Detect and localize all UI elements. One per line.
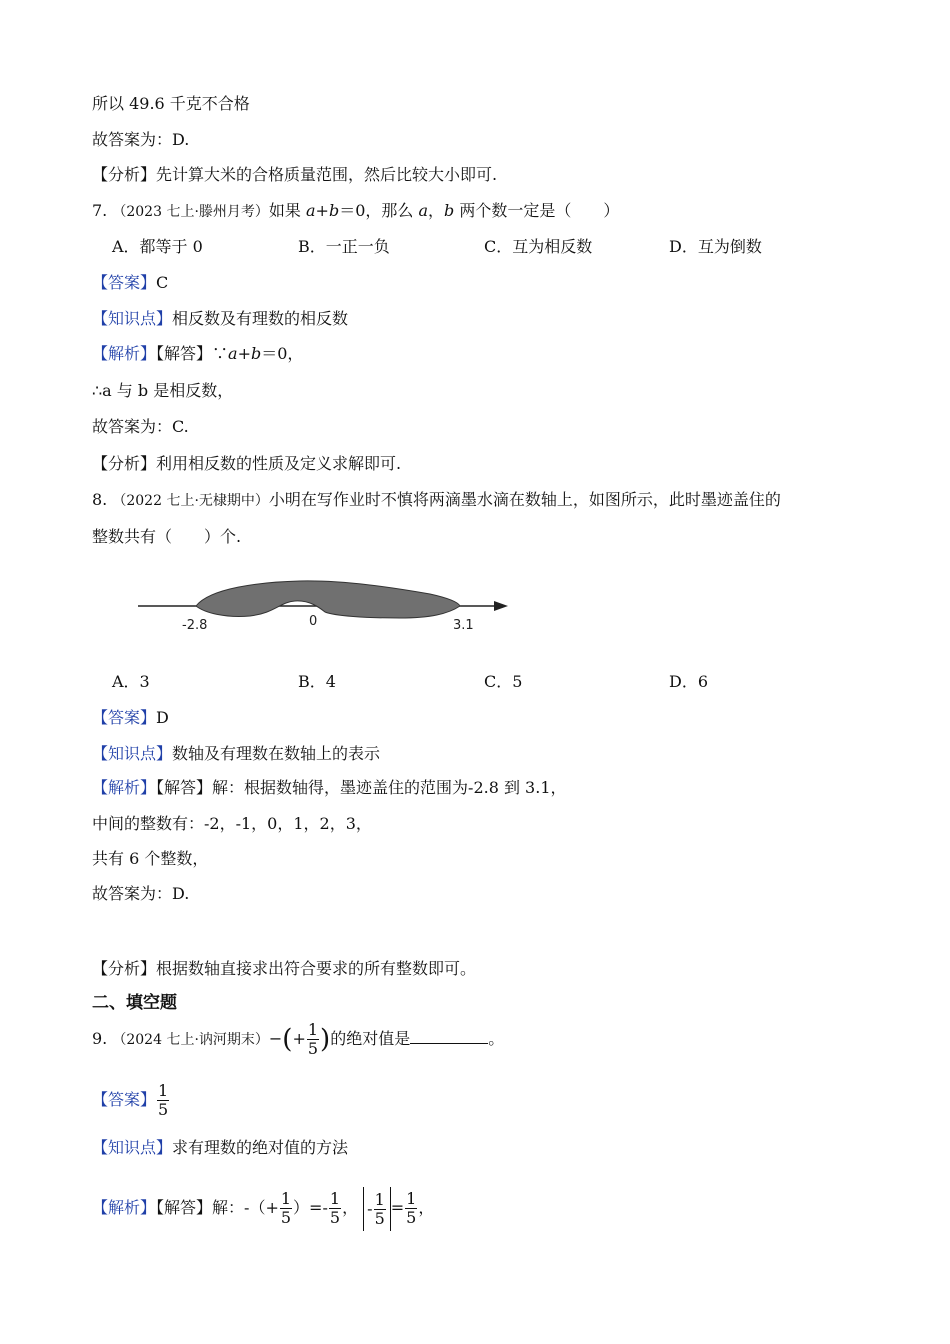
- jx-tag: 【解析】: [92, 778, 157, 797]
- q7-option-b: B．一正一负: [298, 237, 390, 256]
- q9-stem-end: 。: [488, 1029, 505, 1048]
- q9-sol-num-3: 1: [374, 1189, 385, 1209]
- q7-sol-var-b: b: [251, 344, 262, 363]
- q9-paren-close: ): [320, 1024, 331, 1055]
- prev-line-2: 故答案为：D.: [92, 130, 190, 149]
- number-line-figure: [130, 570, 520, 642]
- q9-sol-den-3: 5: [374, 1208, 385, 1228]
- q9-sol-c: ，: [342, 1198, 359, 1217]
- analysis-tag: 【分析】: [92, 959, 157, 978]
- q8-answer-value: D: [156, 708, 169, 727]
- q8-solution-2: 中间的整数有：-2，-1，0，1，2，3，: [92, 814, 372, 833]
- q7-kp-text: 相反数及有理数的相反数: [172, 309, 349, 328]
- q7-analysis-text: 利用相反数的性质及定义求解即可.: [156, 454, 402, 473]
- q9-abs-value: [363, 1187, 391, 1231]
- prev-line-1: 所以 49.6 千克不合格: [92, 94, 250, 113]
- q7-answer: [92, 272, 168, 294]
- q9-answer-fraction: [157, 1082, 169, 1119]
- q9-answer-num: 1: [158, 1081, 169, 1100]
- q9-sol-den-2: 5: [329, 1208, 341, 1227]
- section-title: 二、填空题: [92, 993, 177, 1013]
- q9-sol-frac-3: [374, 1191, 386, 1228]
- analysis-tag: 【分析】: [92, 454, 157, 473]
- q8-knowledge-point: [92, 743, 380, 765]
- q8-number: 8.: [92, 490, 108, 509]
- analysis-text: 先计算大米的合格质量范围，然后比较大小即可.: [156, 165, 498, 184]
- q8-analysis-text: 根据数轴直接求出符合要求的所有整数即可。: [156, 959, 477, 978]
- q7-var-b: b: [328, 201, 340, 220]
- q8-stem1-text: 小明在写作业时不慎将两滴墨水滴在数轴上，如图所示，此时墨迹盖住的: [268, 490, 781, 509]
- q9-sol-frac-4: [405, 1190, 417, 1227]
- q9-sol-d: -: [367, 1198, 373, 1218]
- answer-tag: 【答案】: [92, 708, 157, 727]
- q9-sol-b: ）=-: [293, 1198, 328, 1217]
- q7-solution-1: [92, 343, 303, 365]
- q9-sol-a: 解：-（+: [212, 1198, 279, 1217]
- q8-option-c: C．5: [484, 672, 523, 691]
- q9-frac-num: 1: [307, 1020, 319, 1039]
- q8-stem-2: 整数共有（ ）个.: [92, 527, 242, 546]
- q9-stem: [92, 1019, 504, 1060]
- kp-tag: 【知识点】: [92, 744, 173, 763]
- q9-minus: −: [268, 1029, 283, 1048]
- q7-option-a: A．都等于 0: [112, 237, 203, 256]
- label-neg-2-8: -2.8: [182, 618, 208, 633]
- q7-comma: ，: [428, 201, 445, 220]
- q9-sol-e: =: [390, 1198, 405, 1217]
- jd-tag: 【解答】: [156, 344, 213, 363]
- q7-var-b2: b: [444, 201, 455, 220]
- jx-tag: 【解析】: [92, 344, 157, 363]
- q7-source: （2023 七上·滕州月考）: [112, 204, 269, 220]
- q7-var-a: a: [305, 201, 316, 220]
- q7-option-d: D．互为倒数: [669, 237, 762, 256]
- jd-tag: 【解答】: [156, 778, 213, 797]
- q7-stem-c: 两个数一定是（ ）: [454, 201, 620, 220]
- q9-solution: [92, 1186, 434, 1231]
- q7-option-c: C．互为相反数: [484, 237, 593, 256]
- q8-stem-1: [92, 489, 781, 512]
- ink-blot: [196, 581, 460, 618]
- q9-fraction: [307, 1021, 319, 1058]
- q7-knowledge-point: [92, 308, 348, 330]
- q9-kp-text: 求有理数的绝对值的方法: [172, 1138, 349, 1157]
- q9-sol-f: ，: [418, 1198, 435, 1217]
- jx-tag: 【解析】: [92, 1198, 157, 1217]
- answer-tag: 【答案】: [92, 1090, 157, 1109]
- q8-analysis: [92, 958, 476, 980]
- q9-sol-den-4: 5: [406, 1208, 417, 1227]
- q7-sol1-b: ＝0，: [261, 344, 304, 363]
- q8-source: （2022 七上·无棣期中）: [112, 493, 269, 509]
- q7-sol1-a: ∵: [212, 344, 229, 363]
- kp-tag: 【知识点】: [92, 1138, 173, 1157]
- axis-arrow-icon: [494, 601, 508, 611]
- jd-tag: 【解答】: [156, 1198, 213, 1217]
- q9-number: 9.: [92, 1029, 108, 1048]
- q8-option-a: A．3: [112, 672, 150, 691]
- q9-frac-den: 5: [307, 1039, 319, 1058]
- q7-sol-plus: +: [237, 344, 251, 363]
- q8-option-d: D．6: [669, 672, 709, 691]
- q9-answer: [92, 1078, 170, 1122]
- q8-solution-4: 故答案为：D.: [92, 884, 190, 903]
- prev-analysis: [92, 164, 497, 186]
- q7-solution-3: 故答案为：C.: [92, 417, 189, 436]
- q9-stem-tail: 的绝对值是: [330, 1029, 411, 1048]
- q7-stem-a: 如果: [268, 201, 306, 220]
- analysis-tag: 【分析】: [92, 165, 157, 184]
- q8-kp-text: 数轴及有理数在数轴上的表示: [172, 744, 381, 763]
- q7-plus: +: [315, 201, 329, 220]
- q9-sol-den-1: 5: [280, 1208, 292, 1227]
- q8-answer: [92, 707, 169, 729]
- q8-solution-3: 共有 6 个整数，: [92, 849, 209, 868]
- q9-paren-open: (: [282, 1024, 293, 1055]
- q9-plus: +: [292, 1029, 306, 1048]
- q8-solution-1: [92, 777, 567, 799]
- q9-sol-num-4: 1: [406, 1189, 417, 1208]
- q9-sol-frac-1: [280, 1190, 292, 1227]
- q7-sol-var-a: a: [228, 344, 238, 363]
- q7-stem-b: ＝0，那么: [339, 201, 419, 220]
- q7-answer-value: C: [156, 273, 169, 292]
- q9-sol-num-2: 1: [329, 1189, 341, 1208]
- q7-number: 7.: [92, 201, 108, 220]
- q9-sol-frac-2: [329, 1190, 341, 1227]
- kp-tag: 【知识点】: [92, 309, 173, 328]
- q7-analysis: [92, 453, 401, 475]
- q7-stem: [92, 200, 619, 223]
- label-3-1: 3.1: [453, 618, 474, 633]
- q9-source: （2024 七上·讷河期末）: [112, 1032, 269, 1048]
- q9-knowledge-point: [92, 1137, 348, 1159]
- q8-option-b: B．4: [298, 672, 336, 691]
- label-zero: 0: [309, 614, 318, 629]
- q8-sol1-text: 解：根据数轴得，墨迹盖住的范围为-2.8 到 3.1，: [212, 778, 567, 797]
- q7-solution-2: ∴a 与 b 是相反数，: [92, 381, 234, 400]
- answer-blank[interactable]: [410, 1029, 488, 1044]
- answer-tag: 【答案】: [92, 273, 157, 292]
- q7-var-a2: a: [418, 201, 429, 220]
- q9-answer-den: 5: [158, 1100, 169, 1119]
- q9-sol-num-1: 1: [280, 1189, 292, 1208]
